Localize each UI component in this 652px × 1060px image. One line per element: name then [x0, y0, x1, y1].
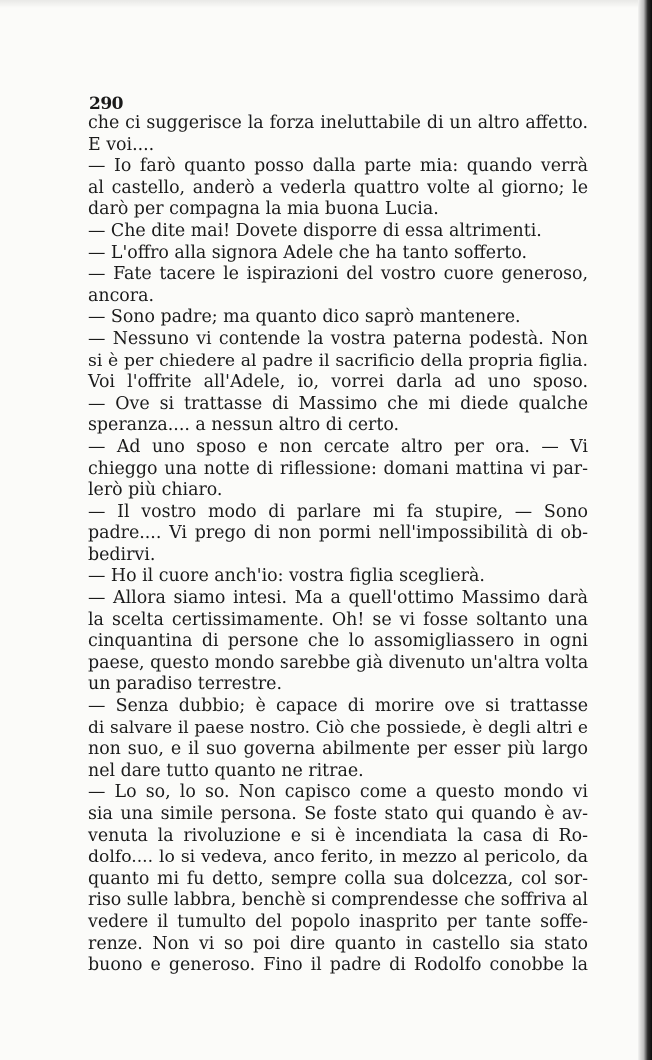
text-line: — Il vostro modo di parlare mi fa stupire, — Sono: [88, 501, 588, 522]
text-line: — Che dite mai! Dovete disporre di essa altrimenti.: [88, 220, 542, 241]
text-line: — Ove si trattasse di Massimo che mi diede qualche: [88, 393, 588, 414]
book-spine-shadow: [638, 0, 652, 1060]
text-line: quanto mi fu detto, sempre colla sua dolcezza, col sor-: [88, 868, 588, 889]
text-line: — Lo so, lo so. Non capisco come a questo mondo vi: [88, 782, 588, 803]
text-line: la scelta certissimamente. Oh! se vi fosse soltanto una: [88, 609, 588, 630]
text-line: — Ad uno sposo e non cercate altro per ora. — Vi: [88, 436, 588, 457]
text-line: — Fate tacere le ispirazioni del vostro cuore generoso,: [88, 264, 588, 285]
text-line: riso sulle labbra, benchè si comprendesse che soffriva al: [88, 890, 588, 911]
body-text: [88, 113, 588, 977]
text-line: ancora.: [88, 285, 154, 306]
text-line: padre.... Vi prego di non pormi nell'impossibilità di ob-: [88, 523, 588, 544]
text-line: paese, questo mondo sarebbe già divenuto un'altra volta: [88, 652, 589, 673]
text-line: darò per compagna la mia buona Lucia.: [88, 199, 439, 220]
text-line: un paradiso terrestre.: [88, 674, 282, 695]
text-line: Voi l'offrite all'Adele, io, vorrei darla ad uno sposo.: [88, 372, 588, 393]
text-line: — Ho il cuore anch'io: vostra figlia sceglierà.: [88, 566, 485, 587]
text-line: di salvare il paese nostro. Ciò che possiede, è degli altri e: [88, 717, 588, 738]
text-line: speranza.... a nessun altro di certo.: [88, 415, 400, 436]
text-line: che ci suggerisce la forza ineluttabile di un altro affetto.: [88, 113, 588, 133]
text-line: — L'offro alla signora Adele che ha tanto sofferto.: [88, 242, 528, 263]
text-line: lerò più chiaro.: [88, 480, 223, 501]
text-line: si è per chiedere al padre il sacrificio della propria figlia.: [88, 350, 588, 371]
text-line: cinquantina di persone che lo assomigliassero in ogni: [88, 631, 588, 652]
text-line: — Nessuno vi contende la vostra paterna podestà. Non: [88, 328, 588, 349]
text-line: bedirvi.: [88, 544, 156, 565]
text-line: buono e generoso. Fino il padre di Rodolfo conobbe la: [88, 955, 588, 976]
text-line: — Io farò quanto posso dalla parte mia: quando verrà: [88, 156, 588, 177]
text-line: chieggo una notte di riflessione: domani mattina vi par-: [88, 458, 588, 479]
text-line: nel dare tutto quanto ne ritrae.: [88, 760, 364, 781]
page-number: 290: [89, 94, 123, 114]
text-line: al castello, anderò a vederla quattro volte al giorno; le: [88, 177, 588, 198]
text-line: non suo, e il suo governa abilmente per esser più largo: [88, 739, 588, 760]
text-line: dolfo.... lo si vedeva, anco ferito, in mezzo al pericolo, da: [88, 847, 588, 868]
text-line: E voi....: [88, 134, 155, 155]
page-top-shadow: [0, 0, 640, 8]
text-line: renze. Non vi so poi dire quanto in castello sia stato: [88, 933, 588, 954]
text-line: venuta la rivoluzione e si è incendiata la casa di Ro-: [88, 825, 588, 846]
text-line: vedere il tumulto del popolo inasprito per tante soffe-: [88, 911, 588, 932]
text-line: sia una simile persona. Se foste stato qui quando è av-: [88, 804, 588, 824]
text-line: — Allora siamo intesi. Ma a quell'ottimo Massimo darà: [88, 588, 588, 609]
text-line: — Senza dubbio; è capace di morire ove si trattasse: [88, 696, 588, 717]
text-line: — Sono padre; ma quanto dico saprò mantenere.: [88, 307, 521, 328]
